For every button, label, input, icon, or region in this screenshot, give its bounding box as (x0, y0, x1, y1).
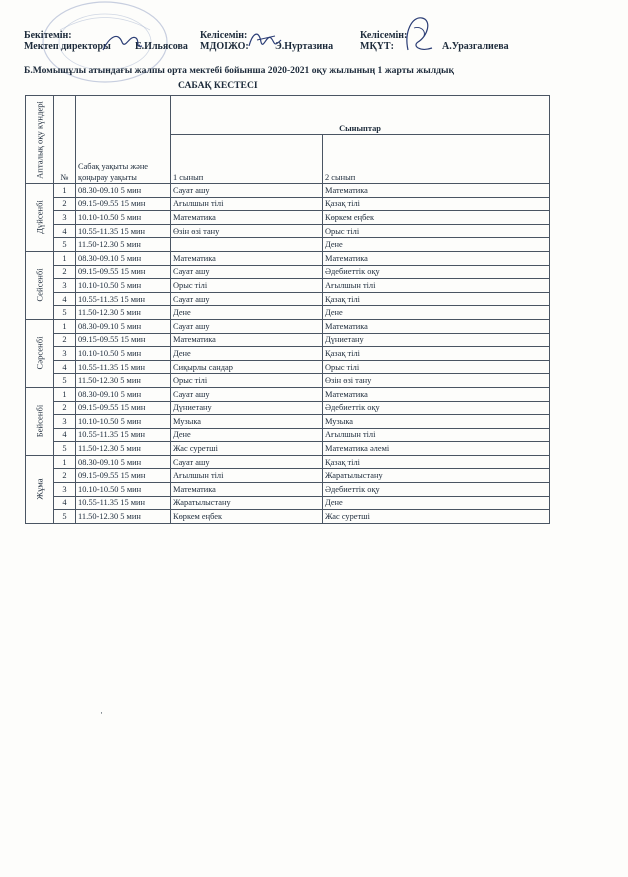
lesson-number: 5 (54, 442, 76, 456)
table-row (26, 455, 550, 469)
lesson-time: 11.50-12.30 5 мин (76, 238, 171, 252)
class-2-subject: Математика (323, 387, 550, 401)
table-row (26, 306, 550, 320)
lesson-number: 2 (54, 401, 76, 415)
class-1-subject: Дене (171, 347, 323, 361)
class-1-subject: Сауат ашу (171, 387, 323, 401)
class-1-subject: Сауат ашу (171, 292, 323, 306)
lesson-number: 1 (54, 455, 76, 469)
agreed-right-role: МҚҮТ: (360, 41, 394, 52)
lesson-time: 10.55-11.35 15 мин (76, 360, 171, 374)
class-2-subject: Орыс тілі (323, 360, 550, 374)
class-1-subject: Математика (171, 333, 323, 347)
lesson-time: 09.15-09.55 15 мин (76, 197, 171, 211)
stray-mark: · (100, 708, 103, 718)
class-2-subject: Ағылшын тілі (323, 279, 550, 293)
class-1-subject: Ағылшын тілі (171, 469, 323, 483)
agreed-mid-label: Келісемін: (200, 30, 248, 41)
school-title: Б.Момышұлы атындағы жалпы орта мектебі бойынша 2020-2021 оқу жылының 1 жарты жылдық (24, 65, 454, 76)
class-1-subject: Сауат ашу (171, 265, 323, 279)
lesson-number: 4 (54, 360, 76, 374)
class-1-subject: Сауат ашу (171, 319, 323, 333)
class-2-subject: Жаратылыстану (323, 469, 550, 483)
class-2-subject: Қазақ тілі (323, 197, 550, 211)
table-row (26, 401, 550, 415)
class-1-subject: Музыка (171, 415, 323, 429)
class-2-subject: Қазақ тілі (323, 455, 550, 469)
lesson-number: 1 (54, 387, 76, 401)
lesson-number: 2 (54, 469, 76, 483)
approved-left-label: Бекітемін: (24, 30, 72, 41)
table-row (26, 442, 550, 456)
class-2-subject: Әдебиеттік оқу (323, 483, 550, 497)
class-2-subject: Әдебиеттік оқу (323, 401, 550, 415)
deputy-signature-image (245, 26, 285, 54)
class-1-subject: Жаратылыстану (171, 496, 323, 510)
lesson-number: 2 (54, 197, 76, 211)
class-2-subject: Дене (323, 496, 550, 510)
lesson-number: 4 (54, 292, 76, 306)
class-2-subject: Қазақ тілі (323, 347, 550, 361)
classes-header: Сыныптар (171, 96, 550, 135)
lesson-time: 09.15-09.55 15 мин (76, 265, 171, 279)
class-1-subject: Сауат ашу (171, 184, 323, 198)
table-row (26, 184, 550, 198)
day-column-header: Апталық оқу күндері (26, 96, 54, 184)
day-name-cell (26, 251, 54, 319)
lesson-number: 3 (54, 415, 76, 429)
director-signature-image (100, 28, 145, 56)
lesson-time: 09.15-09.55 15 мин (76, 469, 171, 483)
lesson-time: 10.55-11.35 15 мин (76, 224, 171, 238)
agreed-right-name: А.Уразгалиева (442, 41, 509, 52)
agreed-mid-role: МДОІЖО: (200, 41, 249, 52)
day-name: Сәрсенбі (34, 336, 44, 370)
class-1-subject: Дене (171, 428, 323, 442)
table-row (26, 360, 550, 374)
class-2-subject: Математика (323, 184, 550, 198)
lesson-number: 4 (54, 224, 76, 238)
time-column-header: Сабақ уақыты және қоңырау уақыты (76, 96, 171, 184)
approved-left-name: Е.Ильясова (135, 41, 188, 52)
class-2-subject: Әдебиеттік оқу (323, 265, 550, 279)
table-row (26, 347, 550, 361)
class-2-subject: Математика (323, 251, 550, 265)
lesson-number: 4 (54, 496, 76, 510)
table-row (26, 483, 550, 497)
class-2-subject: Көркем еңбек (323, 211, 550, 225)
lesson-time: 09.15-09.55 15 мин (76, 333, 171, 347)
lesson-time: 10.10-10.50 5 мин (76, 483, 171, 497)
class-1-subject: Математика (171, 211, 323, 225)
table-row (26, 238, 550, 252)
lesson-time: 11.50-12.30 5 мин (76, 374, 171, 388)
class-1-subject: Жас суретші (171, 442, 323, 456)
agreed-mid-name: Э.Нуртазина (275, 41, 334, 52)
lesson-time: 10.10-10.50 5 мин (76, 415, 171, 429)
lesson-number: 2 (54, 265, 76, 279)
number-column-header: № (54, 96, 76, 184)
class-1-subject: Сиқырлы сандар (171, 360, 323, 374)
schedule-body (26, 184, 550, 524)
class-1-subject: Математика (171, 251, 323, 265)
class-1-subject: Дүниетану (171, 401, 323, 415)
table-row (26, 415, 550, 429)
lesson-time: 10.55-11.35 15 мин (76, 428, 171, 442)
table-row (26, 292, 550, 306)
class-2-subject: Қазақ тілі (323, 292, 550, 306)
lesson-time: 11.50-12.30 5 мин (76, 306, 171, 320)
lesson-number: 5 (54, 374, 76, 388)
approved-left-role: Мектеп директоры (24, 41, 111, 52)
class-2-subject: Ағылшын тілі (323, 428, 550, 442)
day-name-cell (26, 455, 54, 523)
lesson-number: 5 (54, 306, 76, 320)
class-1-subject: Сауат ашу (171, 455, 323, 469)
lesson-time: 08.30-09.10 5 мин (76, 319, 171, 333)
day-name: Дүйсенбі (34, 200, 44, 235)
lesson-time: 10.55-11.35 15 мин (76, 292, 171, 306)
class-2-subject: Жас суретші (323, 510, 550, 524)
agreed-right-label: Келісемін: (360, 30, 408, 41)
lesson-number: 3 (54, 211, 76, 225)
lesson-time: 10.55-11.35 15 мин (76, 496, 171, 510)
lesson-number: 1 (54, 319, 76, 333)
lesson-number: 1 (54, 184, 76, 198)
lesson-number: 3 (54, 347, 76, 361)
class-1-subject (171, 238, 323, 252)
table-row (26, 319, 550, 333)
lesson-time: 11.50-12.30 5 мин (76, 510, 171, 524)
class-2-subject: Математика әлемі (323, 442, 550, 456)
class-2-subject: Дүниетану (323, 333, 550, 347)
lesson-time: 08.30-09.10 5 мин (76, 455, 171, 469)
table-row (26, 510, 550, 524)
lesson-time: 11.50-12.30 5 мин (76, 442, 171, 456)
class-2-subject: Дене (323, 306, 550, 320)
day-name-cell (26, 184, 54, 252)
table-row (26, 333, 550, 347)
table-row (26, 469, 550, 483)
lesson-number: 1 (54, 251, 76, 265)
lesson-time: 08.30-09.10 5 мин (76, 387, 171, 401)
schedule-table (25, 95, 550, 524)
table-row (26, 387, 550, 401)
table-row (26, 197, 550, 211)
table-row (26, 251, 550, 265)
lesson-time: 08.30-09.10 5 мин (76, 251, 171, 265)
lesson-number: 5 (54, 510, 76, 524)
class-2-subject: Өзін өзі тану (323, 374, 550, 388)
lesson-number: 3 (54, 279, 76, 293)
table-row (26, 428, 550, 442)
class-2-subject: Орыс тілі (323, 224, 550, 238)
day-name: Жұма (34, 478, 44, 500)
lesson-time: 10.10-10.50 5 мин (76, 347, 171, 361)
class-1-subject: Орыс тілі (171, 279, 323, 293)
schedule-title: САБАҚ КЕСТЕСІ (178, 80, 258, 91)
class-2-header: 2 сынып (323, 135, 550, 184)
mkut-signature-image (398, 12, 440, 56)
table-row (26, 279, 550, 293)
table-row (26, 496, 550, 510)
table-row (26, 374, 550, 388)
class-1-subject: Дене (171, 306, 323, 320)
day-name-cell (26, 319, 54, 387)
lesson-time: 09.15-09.55 15 мин (76, 401, 171, 415)
class-1-subject: Орыс тілі (171, 374, 323, 388)
class-1-header: 1 сынып (171, 135, 323, 184)
class-1-subject: Математика (171, 483, 323, 497)
class-2-subject: Музыка (323, 415, 550, 429)
table-row (26, 265, 550, 279)
lesson-time: 10.10-10.50 5 мин (76, 279, 171, 293)
table-row (26, 211, 550, 225)
class-1-subject: Өзін өзі тану (171, 224, 323, 238)
class-2-subject: Математика (323, 319, 550, 333)
class-1-subject: Ағылшын тілі (171, 197, 323, 211)
day-name: Бейсенбі (34, 405, 44, 438)
lesson-time: 10.10-10.50 5 мин (76, 211, 171, 225)
lesson-number: 2 (54, 333, 76, 347)
class-2-subject: Дене (323, 238, 550, 252)
day-name-cell (26, 387, 54, 455)
lesson-number: 5 (54, 238, 76, 252)
lesson-number: 3 (54, 483, 76, 497)
day-name: Сейсенбі (34, 268, 44, 303)
lesson-number: 4 (54, 428, 76, 442)
table-row (26, 224, 550, 238)
class-1-subject: Көркем еңбек (171, 510, 323, 524)
lesson-time: 08.30-09.10 5 мин (76, 184, 171, 198)
